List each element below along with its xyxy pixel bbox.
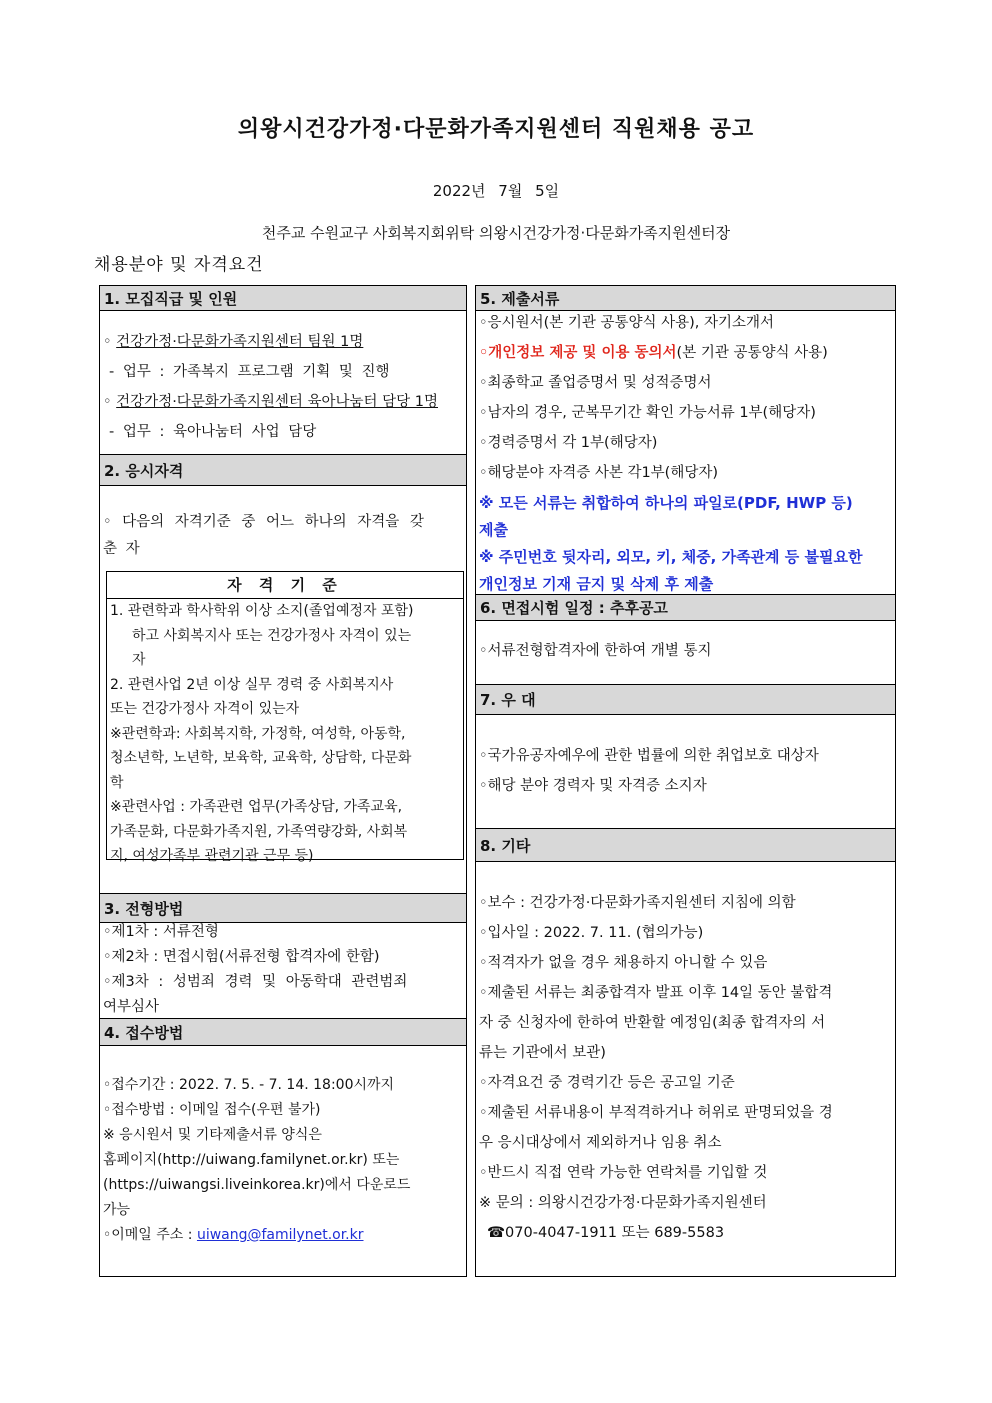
section-2-intro: ◦ 다음의 자격기준 중 어느 하나의 자격을 갖 춘 자 [103, 514, 424, 557]
qualification-standard-box [106, 571, 464, 864]
position-1-duty: - 업무 : 가족복지 프로그램 기획 및 진행 [109, 364, 390, 380]
section-2-header: 2. 응시자격 [99, 454, 467, 486]
privacy-consent-item: ◦개인정보 제공 및 이용 동의서 [479, 345, 677, 361]
notice-merge-files: ※ 모든 서류는 취합하여 하나의 파일로(PDF, HWP 등) [479, 494, 853, 512]
section-8-body: ◦보수 : 건강가정·다문화가족지원센터 지침에 의함 ◦입사일 : 2022. 7. 11. (협의가능) ◦적격자가 없을 경우 채용하지 아니할 수 있음 ◦제출된 서류는 최종합격자 발표 이후 14일 동안 불합격 자 중 신청자에 한하여 반환할 예정임(최종 합격자의 서 류는 기관에서 보관) ◦자격요건 중 경력기간 등은 공고일 기준 ◦제출된 서류내용이 부적격하거나 허위로 판명되었을 경 우 응시대상에서 제외하거나 임용 취소 ◦반드시 직접 연락 가능한 연락처를 기입할 것 ※ 문의 : 의왕시건강가정·다문화가족지원센터 ☎070-4047-1911 또는 689-5583 [479, 888, 833, 1248]
page-title: 의왕시건강가정·다문화가족지원센터 직원채용 공고 [237, 117, 755, 142]
section-1-body: ◦ 건강가정·다문화가족지원센터 팀원 1명 - 업무 : 가족복지 프로그램 기획 및 진행 ◦ 건강가정·다문화가족지원센터 육아나눔터 담당 1명 - 업무 : 육아나눔터 사업 담당 [103, 327, 438, 447]
section-8-header: 8. 기타 [475, 828, 896, 862]
section-4-body: ◦접수기간 : 2022. 7. 5. - 7. 14. 18:00시까지 ◦접수방법 : 이메일 접수(우편 불가) ※ 응시원서 및 기타제출서류 양식은 홈페이지(http://uiwang.familynet.or.kr) 또는 (https://uiwangsi.liveinkorea.kr)에서 다운로드 가능 ◦이메일 주소 : uiwang@familynet.or.kr [103, 1077, 411, 1243]
contact-phone: ☎070-4047-1911 또는 689-5583 [487, 1225, 725, 1241]
organization-name: 천주교 수원교구 사회복지회위탁 의왕시건강가정·다문화가족지원센터장 [261, 224, 731, 242]
section-5-header: 5. 제출서류 [475, 285, 896, 311]
section-4-header: 4. 접수방법 [99, 1018, 467, 1046]
section-7-header: 7. 우 대 [475, 684, 896, 715]
qualification-standard-body: 1. 관련학과 학사학위 이상 소지(졸업예정자 포함) 하고 사회복지사 또는 건강가정사 자격이 있는 자 2. 관련사업 2년 이상 실무 경력 중 사회복지사 또는 건강가정사 자격이 있는자 ※관련학과: 사회복지학, 가정학, 여성학, 아동학, 청소년학, 노년학, 보육학, 교육학, 상담학, 다문화 학 ※관련사업 : 가족관련 업무(가족상담, 가족교육, 가족문화, 다문화가족지원, 가족역량강화, 사회복 지, 여성가족부 관련기관 근무 등) [110, 603, 414, 864]
notice-privacy: ※ 주민번호 뒷자리, 외모, 키, 체중, 가족관계 등 불필요한 [479, 548, 863, 566]
position-1: 건강가정·다문화가족지원센터 팀원 1명 [116, 334, 364, 350]
position-2-duty: - 업무 : 육아나눔터 사업 담당 [109, 424, 317, 440]
section-3-header: 3. 전형방법 [99, 893, 467, 923]
section-7-body: ◦국가유공자예우에 관한 법률에 의한 취업보호 대상자 ◦해당 분야 경력자 및 자격증 소지자 [479, 748, 819, 794]
section-6-body: ◦서류전형합격자에 한하여 개별 통지 [479, 643, 712, 659]
section-subtitle: 채용분야 및 자격요건 [94, 255, 264, 275]
announcement-date: 2022년 7월 5일 [432, 182, 560, 200]
section-1-header: 1. 모집직급 및 인원 [99, 285, 467, 311]
position-2: 건강가정·다문화가족지원센터 육아나눔터 담당 1명 [116, 394, 438, 410]
qualification-standard-title: 자 격 기 준 [107, 572, 463, 599]
section-6-header: 6. 면접시험 일정 : 추후공고 [475, 594, 896, 621]
section-3-body: ◦제1차 : 서류전형 ◦제2차 : 면접시험(서류전형 합격자에 한함) ◦제3차 : 성범죄 경력 및 아동학대 관련범죄 여부심사 [103, 924, 408, 1015]
section-5-body: ◦응시원서(본 기관 공통양식 사용), 자기소개서 ◦개인정보 제공 및 이용 동의서(본 기관 공통양식 사용) ◦최종학교 졸업증명서 및 성적증명서 ◦남자의 경우, 군복무기간 확인 가능서류 1부(해당자) ◦경력증명서 각 1부(해당자) ◦해당분야 자격증 사본 각1부(해당자) ※ 모든 서류는 취합하여 하나의 파일로(PDF, HWP 등) 제출 ※ 주민번호 뒷자리, 외모, 키, 체중, 가족관계 등 불필요한 개인정보 기재 금지 및 삭제 후 제출 [479, 315, 863, 593]
email-link[interactable]: uiwang@familynet.or.kr [196, 1227, 364, 1243]
